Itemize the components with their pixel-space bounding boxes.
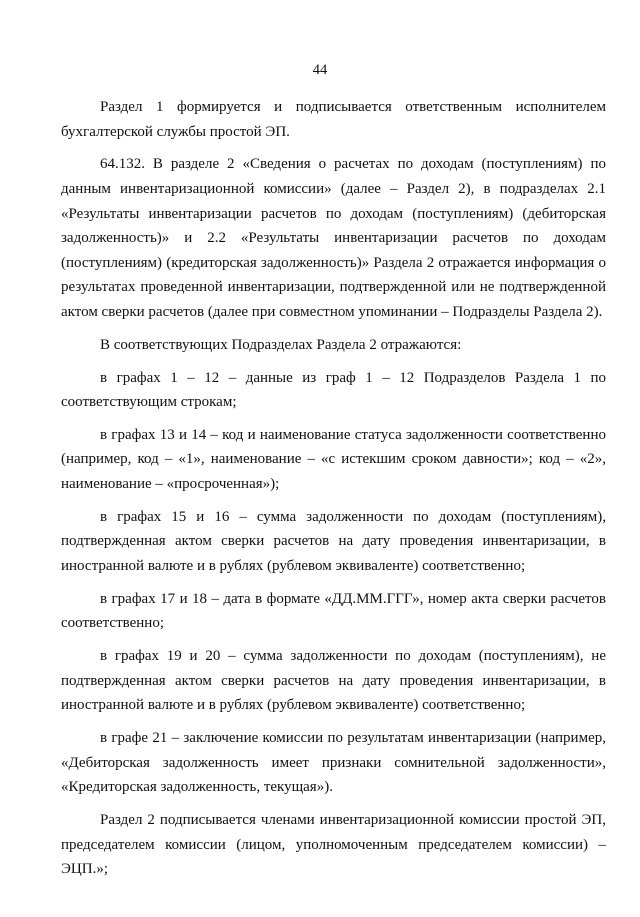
paragraph-section2-signing: Раздел 2 подписывается членами инвентаризационной комиссии простой ЭП, председателем комиссии (лицом, уполномоченным председателем комиссии) – ЭЦП.»; xyxy=(61,812,606,878)
document-body xyxy=(61,95,606,890)
paragraph-columns-15-16: в графах 15 и 16 – сумма задолженности по доходам (поступлениям), подтвержденная актом сверки расчетов на дату проведения инвентаризации, в иностранной валюте и в рублях (рублевом эквиваленте) соответственно; xyxy=(61,508,606,575)
paragraph-column-21: в графе 21 – заключение комиссии по результатам инвентаризации (например, «Дебиторская задолженность имеет признаки сомнительной задолженности», «Кредиторская задолженность, текущая»). xyxy=(61,730,606,796)
paragraph-64-132: 64.132. В разделе 2 «Сведения о расчетах по доходам (поступлениям) по данным инвентаризационной комиссии» (далее – Раздел 2), в подразделах 2.1 «Результаты инвентаризации расчетов по доходам (поступлениям) (дебиторская задолженность)» и 2.2 «Результаты инвентаризации расчетов по доходам (поступлениям) (кредиторская задолженность)» Раздела 2 отражается информация о результатах проведенной инвентаризации, подтвержденной или не подтвержденной актом сверки расчетов (далее при совместном упоминании – Подразделы Раздела 2). xyxy=(61,156,606,320)
paragraph-subsections-intro: В соответствующих Подразделах Раздела 2 отражаются: xyxy=(100,336,462,353)
paragraph-columns-1-12: в графах 1 – 12 – данные из граф 1 – 12 Подразделов Раздела 1 по соответствующим строкам; xyxy=(61,369,606,411)
paragraph-columns-13-14: в графах 13 и 14 – код и наименование статуса задолженности соответственно (например, код – «1», наименование – «с истекшим сроком давности»; код – «2», наименование – «просроченная»); xyxy=(61,426,606,493)
paragraph-section1-signing: Раздел 1 формируется и подписывается ответственным исполнителем бухгалтерской службы простой ЭП. xyxy=(61,99,606,140)
page-number: 44 xyxy=(312,62,328,78)
paragraph-columns-19-20: в графах 19 и 20 – сумма задолженности по доходам (поступлениям), не подтвержденная актом сверки расчетов на дату проведения инвентаризации, в иностранной валюте и в рублях (рублевом эквиваленте) соответственно; xyxy=(61,648,606,714)
paragraph-columns-17-18: в графах 17 и 18 – дата в формате «ДД.ММ.ГГГ», номер акта сверки расчетов соответственно; xyxy=(61,590,606,632)
